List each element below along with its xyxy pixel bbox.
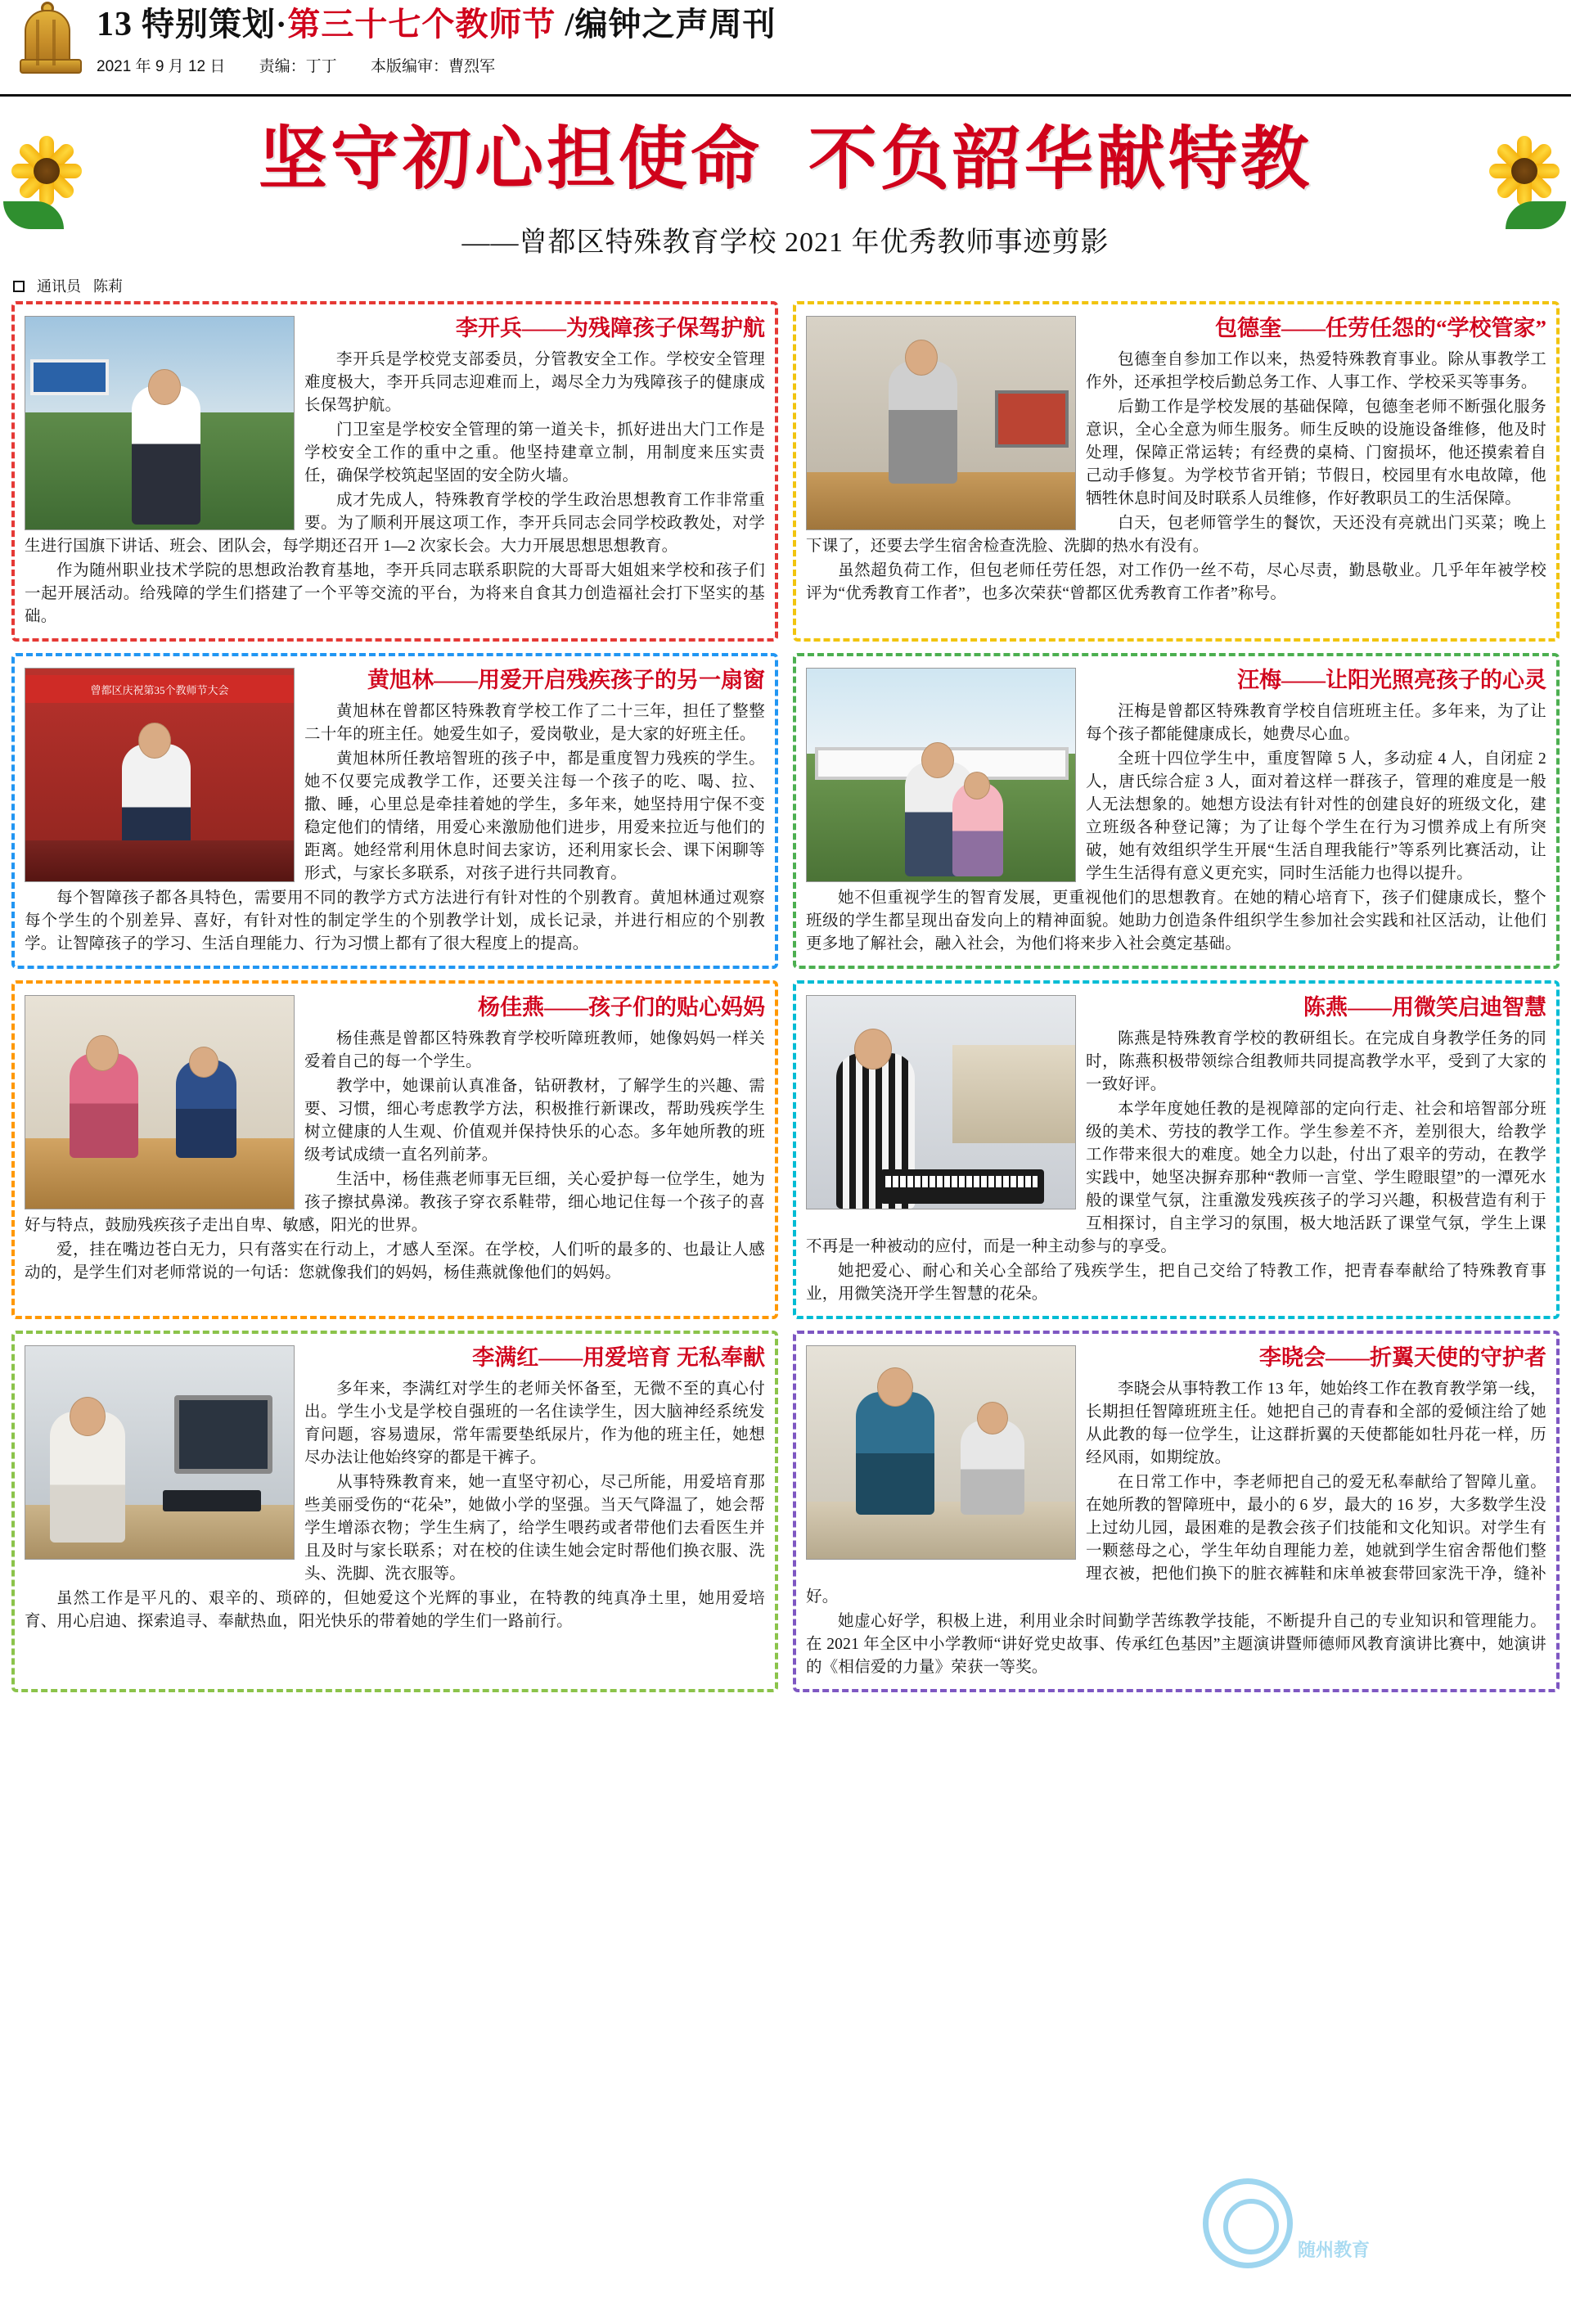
story-paragraph: 后勤工作是学校发展的基础保障，包德奎老师不断强化服务意识，全心全意为师生服务。师生反映的设施设备维修，他及时处理，保障正常运转；有经费的桌椅、门窗损坏，他还摸索着自己动手修复。为学校节省开销；节假日，校园里有水电故障，他牺牲休息时间及时联系人员维修，作好教职员工的生活保障。: [1086, 399, 1546, 507]
story-title: 李开兵——为残障孩子保驾护航: [456, 316, 765, 340]
photo-huang-xulin: [25, 668, 295, 882]
editor-label: 责编：丁丁: [259, 58, 337, 75]
story-title: 包德奎——任劳任怨的“学校管家”: [1215, 316, 1546, 340]
story-title: 汪梅——让阳光照亮孩子的心灵: [1237, 668, 1546, 692]
story-card: [11, 653, 778, 969]
story-paragraph: 每个智障孩子都各具特色，需要用不同的教学方式方法进行有针对性的个别教育。黄旭林通过观察每个学生的个别差异、喜好，有针对性的制定学生的个别教学计划，成长记录，并进行相应的个别教学。让智障孩子的学习、生活自理能力、行为习惯上都有了很大程度上的提高。: [25, 890, 765, 953]
photo-chen-yan: [806, 995, 1076, 1209]
byline-role: 通讯员: [37, 278, 82, 295]
photo-bao-dekui: [806, 316, 1076, 530]
byline: [0, 270, 1571, 298]
photo-yang-jiayan: [25, 995, 295, 1209]
story-paragraph: 白天，包老师管学生的餐饮，天还没有亮就出门买菜；晚上下课了，还要去学生宿舍检查洗脸、洗脚的热水有没有。: [806, 515, 1546, 555]
sunflower-decoration-left: [11, 136, 82, 206]
story-card: [793, 653, 1560, 969]
story-title: 李满红——用爱培育 无私奉献: [472, 1345, 765, 1370]
story-paragraph: 包德奎自参加工作以来，热爱特殊教育事业。除从事教学工作外，还承担学校后勤总务工作、人事工作、学校采买等事务。: [1086, 351, 1546, 391]
story-paragraph: 多年来，李满红对学生的老师关怀备至，无微不至的真心付出。学生小戈是学校自强班的一名住读学生，因大脑神经系统发育问题，容易遗尿，常年需要垫纸尿片，作为他的班主任，她想尽办法让他始终穿的都是干裤子。: [304, 1380, 765, 1466]
story-paragraph: 全班十四位学生中，重度智障 5 人，多动症 4 人，自闭症 2 人，唐氏综合症 3 人，面对着这样一群孩子，管理的难度是一般人无法想象的。她想方设法有针对性的创建良好的班级文化，建立班级各种登记簿；为了让每个学生在行为习惯养成上有所突破，她有效组织学生开展“生活自理我能行”等系列比赛活动，让学生生活得有意义更充实，同时生活能力也得以提升。: [1086, 750, 1546, 882]
story-title: 黄旭林——用爱开启残疾孩子的另一扇窗: [367, 668, 765, 692]
photo-wang-mei: [806, 668, 1076, 882]
page-number: 13: [97, 6, 133, 43]
story-paragraph: 爱，挂在嘴边苍白无力，只有落实在行动上，才感人至深。在学校，人们听的最多的、也最让人感动的，是学生们对老师常说的一句话：您就像我们的妈妈，杨佳燕就像他们的妈妈。: [25, 1241, 765, 1281]
story-card: [11, 980, 778, 1319]
masthead: [0, 0, 1571, 97]
story-grid: [0, 298, 1571, 1700]
story-paragraph: 成才先成人，特殊教育学校的学生政治思想教育工作非常重要。为了顺利开展这项工作，李开兵同志会同学校政教处，对学生进行国旗下讲话、班会、团队会，每学期还召开 1—2 次家长会。大力开展思想思想教育。: [25, 492, 765, 555]
story-paragraph: 作为随州职业技术学院的思想政治教育基地，李开兵同志联系职院的大哥哥大姐姐来学校和孩子们一起开展活动。给残障的学生们搭建了一个平等交流的平台，为将来自食其力创造福社会打下坚实的基础。: [25, 562, 765, 625]
masthead-meta: [97, 54, 776, 76]
story-paragraph: 陈燕是特殊教育学校的教研组长。在完成自身教学任务的同时，陈燕积极带领综合组教师共同提高教学水平，受到了大家的一致好评。: [1086, 1030, 1546, 1093]
title-slash: /: [565, 6, 575, 43]
weekly-name: 编钟之声周刊: [574, 6, 776, 43]
page-title: [0, 113, 1571, 205]
story-paragraph: 汪梅是曾都区特殊教育学校自信班班主任。多年来，为了让每个孩子都能健康成长，她费尽心血。: [1086, 703, 1546, 743]
story-card: [793, 301, 1560, 642]
headline-band: [0, 97, 1571, 270]
masthead-title-line: [97, 5, 776, 44]
story-paragraph: 李开兵是学校党支部委员，分管教安全工作。学校安全管理难度极大，李开兵同志迎难而上，竭尽全力为残障孩子的健康成长保驾护航。: [304, 351, 765, 414]
reviewer-label: 本版编审：曹烈军: [370, 58, 495, 75]
photo-li-kaibing: [25, 316, 295, 530]
byline-marker-icon: [13, 281, 25, 292]
story-paragraph: 她虚心好学，积极上进，利用业余时间勤学苦练教学技能，不断提升自己的专业知识和管理能力。在 2021 年全区中小学教师“讲好党史故事、传承红色基因”主题演讲暨师德师风教育演讲比赛中，她演讲的《相信爱的力量》荣获一等奖。: [806, 1613, 1546, 1676]
story-paragraph: 她把爱心、耐心和关心全部给了残疾学生，把自己交给了特教工作，把青春奉献给了特殊教育事业，用微笑浇开学生智慧的花朵。: [806, 1263, 1546, 1303]
page-subtitle: ——曾都区特殊教育学校 2021 年优秀教师事迹剪影: [461, 227, 1110, 258]
story-paragraph: 教学中，她课前认真准备，钻研教材，了解学生的兴趣、需要、习惯，细心考虑教学方法，积极推行新课改，帮助残疾学生树立健康的人生观、价值观并保持快乐的心态。多年她所教的班级考试成绩一直名列前茅。: [304, 1078, 765, 1164]
publish-date: 2021 年 9 月 12 日: [97, 58, 226, 75]
story-paragraph: 黄旭林所任教培智班的孩子中，都是重度智力残疾的学生。她不仅要完成教学工作，还要关注每一个孩子的吃、喝、拉、撒、睡，心里总是牵挂着她的学生，多年来，她坚持用宁保不变稳定他们的情绪，用爱心来激励他们进步，用爱来拉近与他们的距离。她经常利用休息时间去家访，还利用家长会、课下闲聊等形式，与家长多联系，对孩子进行共同教育。: [304, 750, 765, 882]
headline-right: 不负韶华献特教: [808, 118, 1313, 199]
story-paragraph: 李晓会从事特教工作 13 年，她始终工作在教育教学第一线，长期担任智障班班主任。她把自己的青春和全部的爱倾注给了她从此教的每一位学生，让这群折翼的天使都能如牡丹花一样，历经风雨，如期绽放。: [1086, 1380, 1546, 1466]
story-card: [11, 301, 778, 642]
bell-logo-icon: [3, 2, 92, 93]
byline-name: 陈莉: [93, 278, 124, 295]
story-title: 陈燕——用微笑启迪智慧: [1303, 995, 1546, 1020]
photo-li-xiaohui: [806, 1345, 1076, 1560]
story-paragraph: 本学年度她任教的是视障部的定向行走、社会和培智部分班级的美术、劳技的教学工作。学生参差不齐，差别很大，给教学工作带来很大的难度。她全力以赴，付出了艰辛的劳动，在教学实践中，她坚决摒弃那种“教师一言堂、学生瞪眼望”的一潭死水般的课堂气氛，注重激发残疾孩子的学习兴趣，积极营造有利于互相探讨，自主学习的氛围，极大地活跃了课堂气氛，学生上课不再是一种被动的应付，而是一种主动参与的享受。: [806, 1101, 1546, 1255]
story-paragraph: 虽然工作是平凡的、艰辛的、琐碎的，但她爱这个光辉的事业，在特教的纯真净土里，她用爱培育、用心启迪、探索追寻、奉献热血，阳光快乐的带着她的学生们一路前行。: [25, 1590, 765, 1630]
sunflower-decoration-right: [1489, 136, 1560, 206]
story-card: [11, 1331, 778, 1692]
headline-left: 坚守初心担使命: [258, 118, 763, 199]
story-title: 杨佳燕——孩子们的贴心妈妈: [478, 995, 765, 1020]
section-name: 特别策划: [142, 6, 276, 43]
photo-li-manhong: [25, 1345, 295, 1560]
camera-watermark-icon: [1203, 2178, 1371, 2277]
festival-name: 第三十七个教师节: [287, 6, 556, 43]
story-title: 李晓会——折翼天使的守护者: [1259, 1345, 1546, 1370]
story-paragraph: 门卫室是学校安全管理的第一道关卡，抓好进出大门工作是学校安全工作的重中之重。他坚持建章立制，用制度来压实责任，确保学校筑起坚固的安全防火墙。: [304, 421, 765, 484]
story-paragraph: 黄旭林在曾都区特殊教育学校工作了二十三年，担任了整整二十年的班主任。她爱生如子，爱岗敬业，是大家的好班主任。: [304, 703, 765, 743]
story-card: [793, 980, 1560, 1319]
story-paragraph: 从事特殊教育来，她一直坚守初心，尽己所能，用爱培育那些美丽受伤的“花朵”，她做小学的坚强。当天气降温了，她会帮学生增添衣物；学生生病了，给学生喂药或者带他们去看医生并且及时与家长联系；对在校的住读生她会定时帮他们换衣服、洗头、洗脚、洗衣服等。: [304, 1474, 765, 1583]
story-paragraph: 虽然超负荷工作，但包老师任劳任怨，对工作仍一丝不苟，尽心尽责，勤恳敬业。几乎年年被学校评为“优秀教育工作者”，也多次荣获“曾都区优秀教育工作者”称号。: [806, 562, 1546, 602]
section-dot: ·: [276, 6, 288, 43]
story-paragraph: 在日常工作中，李老师把自己的爱无私奉献给了智障儿童。在她所教的智障班中，最小的 6 岁，最大的 16 岁，大多数学生没上过幼儿园，最困难的是教会孩子们技能和文化知识。对学生有一颗慈母之心，学生年幼自理能力差，她就到学生宿舍帮他们整理衣被，把他们换下的脏衣裤鞋和床单被套带回家洗干净，缝补好。: [806, 1474, 1546, 1606]
masthead-text: [92, 0, 776, 76]
story-paragraph: 她不但重视学生的智育发展，更重视他们的思想教育。在她的精心培育下，孩子们健康成长，整个班级的学生都呈现出奋发向上的精神面貌。她助力创造条件组织学生参加社会实践和社区活动，让他们更多地了解社会，融入社会，为他们将来步入社会奠定基础。: [806, 890, 1546, 953]
story-paragraph: 杨佳燕是曾都区特殊教育学校听障班教师，她像妈妈一样关爱着自己的每一个学生。: [304, 1030, 765, 1070]
photo-banner-text: 曾都区庆祝第35个教师节大会: [25, 675, 294, 703]
story-card: [793, 1331, 1560, 1692]
story-paragraph: 生活中，杨佳燕老师事无巨细，关心爱护每一位学生，她为孩子擦拭鼻涕。教孩子穿衣系鞋带，细心地记住每一个孩子的喜好与特点，鼓励残疾孩子走出自卑、敏感，阳光的世界。: [25, 1171, 765, 1234]
watermark-text: 随州教育: [1298, 2240, 1371, 2260]
